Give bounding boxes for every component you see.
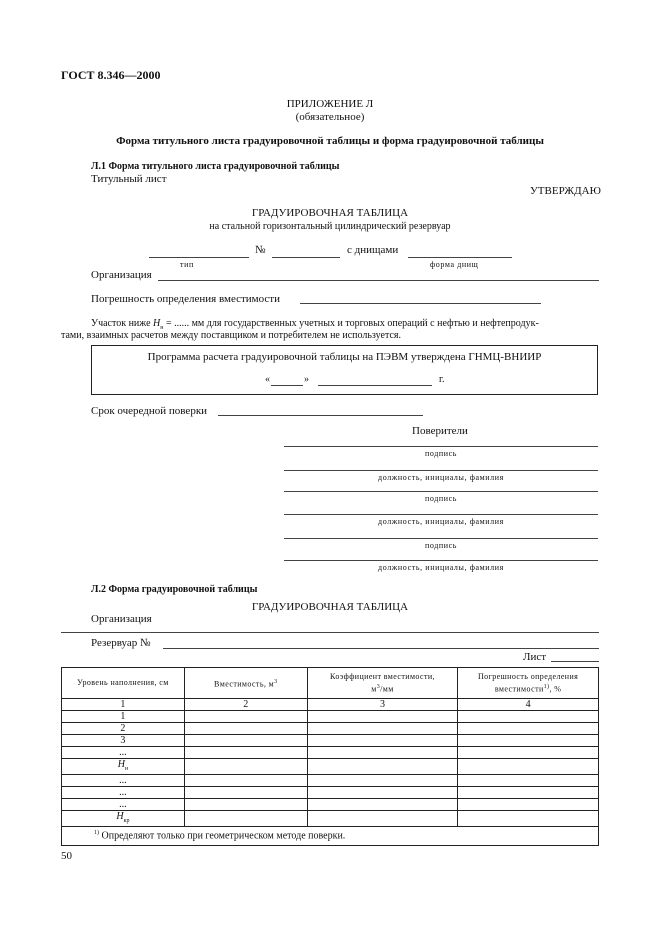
appendix-heading: Форма титульного листа градуировочной таблицы и форма градуировочной таблицы: [116, 135, 544, 147]
capacity-cell: [184, 775, 307, 787]
coefficient-cell: [307, 711, 457, 723]
signature-line-2: [284, 491, 598, 492]
table-header-row: [62, 668, 599, 699]
column-number: 2: [184, 699, 307, 711]
bottom-form-caption: форма днищ: [430, 260, 479, 269]
table-row: [62, 723, 599, 735]
table-row: [62, 775, 599, 787]
next-check-line: [218, 415, 423, 416]
capacity-cell: [184, 787, 307, 799]
capacity-cell: [184, 811, 307, 827]
program-year: г.: [439, 374, 445, 385]
position-line-2: [284, 514, 598, 515]
column-number-row: [62, 699, 599, 711]
type-line: [149, 257, 249, 258]
position-line-1: [284, 470, 598, 471]
approve-label: УТВЕРЖДАЮ: [530, 185, 601, 197]
organization-line: [158, 280, 599, 281]
coefficient-cell: [307, 747, 457, 759]
section-note-line1: Участок ниже $H_н$ = ...... мм для государственных учетных и торговых операций с нефтью и нефтепродук-: [91, 318, 539, 331]
number-line: [272, 257, 340, 258]
doc-title: ГРАДУИРОВОЧНАЯ ТАБЛИЦА: [251, 207, 409, 219]
document-code: ГОСТ 8.346—2000: [61, 68, 161, 82]
header-error: Погрешность определения вместимости$^{1)}$, %: [458, 668, 599, 699]
signature-caption-3: подпись: [424, 541, 458, 550]
coefficient-cell: [307, 811, 457, 827]
capacity-cell: [184, 735, 307, 747]
table-footnote: $^{1)}$ Определяют только при геометрическом методе поверки.: [62, 827, 599, 846]
capacity-cell: [184, 711, 307, 723]
header-capacity: Вместимость, $м^3$: [184, 668, 307, 699]
table-organization-label: Организация: [91, 613, 152, 625]
coefficient-cell: [307, 775, 457, 787]
header-coefficient: Коэффициент вместимости, $м^3/мм$: [307, 668, 457, 699]
graduation-table: [61, 667, 599, 846]
table-footnote-row: [62, 827, 599, 846]
organization-label: Организация: [91, 269, 152, 281]
signature-line-3: [284, 538, 598, 539]
coefficient-cell: [307, 787, 457, 799]
level-cell: ...: [62, 775, 185, 787]
error-label: Погрешность определения вместимости: [91, 293, 280, 305]
table-row: [62, 787, 599, 799]
level-cell: ...: [62, 799, 185, 811]
section1-title: Л.1 Форма титульного листа градуировочной таблицы: [91, 161, 340, 172]
section2-title: Л.2 Форма градуировочной таблицы: [91, 584, 258, 595]
coefficient-cell: [307, 735, 457, 747]
page-number: 50: [61, 850, 72, 862]
signature-caption-1: подпись: [424, 449, 458, 458]
table-organization-line: [61, 632, 599, 633]
table-row: [62, 747, 599, 759]
header-level: Уровень наполнения, см: [62, 668, 185, 699]
verifiers-label: Поверители: [412, 425, 468, 437]
error-cell: [458, 799, 599, 811]
level-cell: 3: [62, 735, 185, 747]
error-cell: [458, 747, 599, 759]
type-caption: тип: [180, 260, 194, 269]
table-row: [62, 811, 599, 827]
table-doc-title: ГРАДУИРОВОЧНАЯ ТАБЛИЦА: [251, 601, 409, 613]
tank-line: [163, 648, 599, 649]
sheet-label: Лист: [523, 651, 547, 663]
position-line-3: [284, 560, 598, 561]
error-cell: [458, 775, 599, 787]
number-label: №: [255, 244, 266, 256]
column-number: 4: [458, 699, 599, 711]
error-line: [300, 303, 541, 304]
error-cell: [458, 735, 599, 747]
level-cell: ...: [62, 787, 185, 799]
program-date-open: «: [265, 374, 270, 385]
coefficient-cell: [307, 799, 457, 811]
position-caption-3: должность, инициалы, фамилия: [378, 563, 504, 572]
capacity-cell: [184, 799, 307, 811]
error-cell: [458, 759, 599, 775]
capacity-cell: [184, 759, 307, 775]
next-check-label: Срок очередной поверки: [91, 405, 208, 417]
table-row: [62, 799, 599, 811]
level-cell: $H_{кр}$: [62, 811, 185, 827]
appendix-title: ПРИЛОЖЕНИЕ Л: [286, 98, 374, 110]
appendix-status: (обязательное): [295, 111, 365, 123]
signature-caption-2: подпись: [424, 494, 458, 503]
position-caption-1: должность, инициалы, фамилия: [378, 473, 504, 482]
program-month-line: [318, 385, 432, 386]
table-row: [62, 735, 599, 747]
error-cell: [458, 811, 599, 827]
coefficient-cell: [307, 759, 457, 775]
tank-label: Резервуар №: [91, 637, 151, 649]
capacity-cell: [184, 723, 307, 735]
program-text: Программа расчета градуировочной таблицы на ПЭВМ утверждена ГНМЦ-ВНИИР: [147, 351, 542, 363]
error-cell: [458, 711, 599, 723]
level-cell: 2: [62, 723, 185, 735]
program-day-line: [271, 385, 303, 386]
signature-line-1: [284, 446, 598, 447]
section1-subtitle: Титульный лист: [91, 173, 167, 185]
coefficient-cell: [307, 723, 457, 735]
level-cell: $H_н$: [62, 759, 185, 775]
position-caption-2: должность, инициалы, фамилия: [378, 517, 504, 526]
level-cell: ...: [62, 747, 185, 759]
error-cell: [458, 787, 599, 799]
column-number: 1: [62, 699, 185, 711]
level-cell: 1: [62, 711, 185, 723]
table-row: [62, 759, 599, 775]
doc-subtitle: на стальной горизонтальный цилиндрический резервуар: [209, 221, 451, 232]
sheet-line: [551, 661, 599, 662]
capacity-cell: [184, 747, 307, 759]
error-cell: [458, 723, 599, 735]
bottoms-label: с днищами: [347, 244, 399, 256]
bottoms-line: [408, 257, 512, 258]
section-note-line2: тами, взаимных расчетов между поставщиком и потребителем не используется.: [61, 330, 402, 341]
column-number: 3: [307, 699, 457, 711]
table-row: [62, 711, 599, 723]
program-date-close: »: [304, 374, 309, 385]
